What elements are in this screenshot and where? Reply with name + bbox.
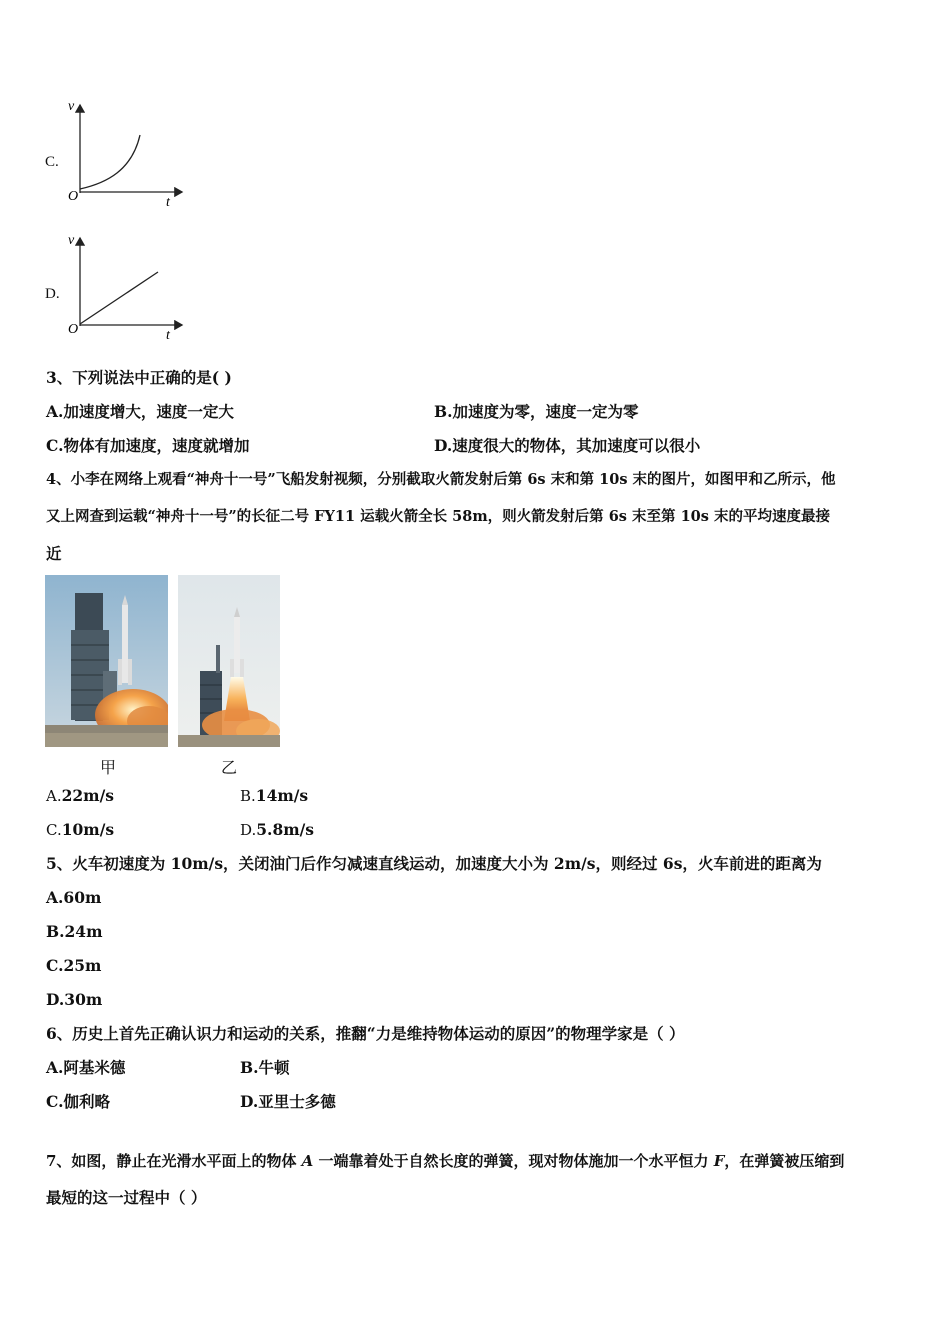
q6-option-c: C.伽利略 [46, 1092, 110, 1111]
q5-option-d: D.30m [46, 990, 103, 1009]
q5-option-a: A.60m [46, 888, 102, 907]
q3-option-d: D.速度很大的物体，其加速度可以很小 [434, 436, 701, 455]
origin-label: O [68, 322, 79, 337]
q4-option-a-value: 22m/s [61, 786, 114, 805]
q4-option-d-label: D. [240, 821, 257, 839]
q4-option-c-label: C. [46, 821, 62, 839]
q4-option-b-value: 14m/s [255, 786, 309, 805]
question-4-line-3: 近 [46, 544, 62, 563]
q4-option-c-value: 10m/s [61, 820, 115, 839]
velocity-time-graph-c [62, 95, 192, 210]
q6-option-a: A.阿基米德 [46, 1058, 126, 1077]
rocket-photo-yi [178, 575, 280, 747]
question-7-line-1 [46, 1151, 844, 1171]
question-7-line-2: 最短的这一过程中（ ） [46, 1188, 207, 1207]
q5-option-c: C.25m [46, 956, 102, 975]
caption-yi: 乙 [221, 758, 238, 777]
q7-text-pre: 7、如图，静止在光滑水平面上的物体 [46, 1152, 302, 1170]
caption-jia: 甲 [100, 758, 117, 777]
v-axis-label: v [68, 233, 75, 248]
question-4-line-2: 又上网查到运载“神舟十一号”的长征二号 FY11 运载火箭全长 58m，则火箭发射后第 6s 末至第 10s 末的平均速度最接 [46, 508, 830, 525]
question-4-line-1: 4、小李在网络上观看“神舟十一号”飞船发射视频，分别截取火箭发射后第 6s 末和第 10s 末的图片，如图甲和乙所示，他 [46, 471, 836, 488]
question-5-stem: 5、火车初速度为 10m/s，关闭油门后作匀减速直线运动，加速度大小为 2m/s，则经过 6s，火车前进的距离为 [46, 854, 822, 873]
t-axis-label: t [166, 328, 170, 343]
q7-text-post: ，在弹簧被压缩到 [724, 1152, 845, 1170]
v-axis-label: v [68, 99, 75, 114]
q4-option-c [46, 820, 114, 840]
q4-option-b-label: B. [240, 787, 256, 805]
q7-var-f: F [713, 1152, 725, 1170]
rocket-photo-jia [45, 575, 168, 747]
q6-option-d: D.亚里士多德 [240, 1092, 336, 1111]
q7-text-mid: 一端靠着处于自然长度的弹簧，现对物体施加一个水平恒力 [313, 1152, 714, 1170]
velocity-line [80, 272, 158, 324]
velocity-curve [80, 135, 140, 189]
question-6-stem: 6、历史上首先正确认识力和运动的关系，推翻“力是维持物体运动的原因”的物理学家是（ ） [46, 1024, 685, 1043]
q4-option-b [240, 786, 308, 806]
q3-option-b: B.加速度为零，速度一定为零 [434, 402, 639, 421]
q4-option-a-label: A. [46, 787, 62, 805]
origin-label: O [68, 189, 79, 204]
q4-option-d [240, 820, 314, 840]
option-c-label: C. [45, 154, 59, 170]
q7-var-a: A [301, 1152, 314, 1170]
option-d-label: D. [45, 286, 60, 302]
q6-option-b: B.牛顿 [240, 1058, 290, 1077]
q4-option-d-value: 5.8m/s [256, 820, 315, 839]
q3-option-a: A.加速度增大，速度一定大 [46, 402, 234, 421]
q5-option-b: B.24m [46, 922, 103, 941]
q4-option-a [46, 786, 114, 806]
question-3-stem: 3、下列说法中正确的是( ) [46, 368, 232, 387]
q3-option-c: C.物体有加速度，速度就增加 [46, 436, 250, 455]
t-axis-label: t [166, 195, 170, 210]
velocity-time-graph-d [62, 228, 192, 343]
